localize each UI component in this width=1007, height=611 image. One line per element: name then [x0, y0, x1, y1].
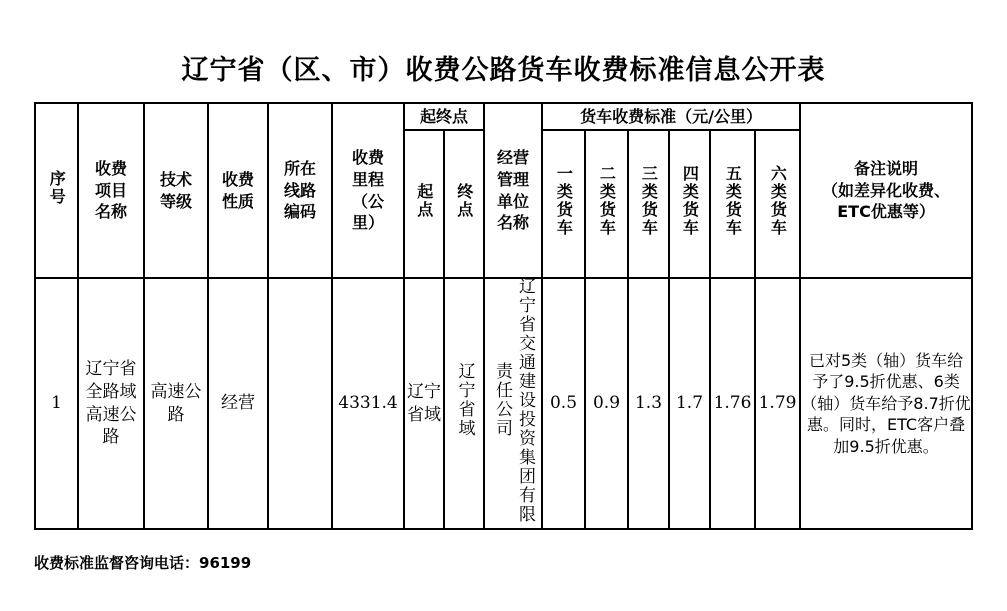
cell-project-name: 辽宁省全路域高速公路 [78, 278, 144, 529]
cell-seq: 1 [35, 278, 78, 529]
header-class-6: 六类货车 [755, 130, 800, 278]
header-end: 终点 [444, 130, 484, 278]
header-class-2: 二类货车 [585, 130, 628, 278]
cell-class-1: 0.5 [542, 278, 585, 529]
header-tech-grade: 技术等级 [144, 103, 208, 278]
header-operator: 经营管理单位名称 [484, 103, 542, 278]
cell-route-code [268, 278, 332, 529]
header-truck-standard: 货车收费标准（元/公里） [542, 103, 800, 130]
toll-standard-table [34, 102, 973, 530]
cell-class-2: 0.9 [585, 278, 628, 529]
header-project-name: 收费项目名称 [78, 103, 144, 278]
cell-start: 辽宁省域 [404, 278, 444, 529]
cell-remarks: 已对5类（轴）货车给予了9.5折优惠、6类（轴）货车给予8.7折优惠。同时，ETC客户叠加9.5折优惠。 [800, 278, 972, 529]
page-title: 辽宁省（区、市）收费公路货车收费标准信息公开表 [181, 55, 826, 86]
hotline-footer: 收费标准监督咨询电话：96199 [34, 554, 252, 572]
cell-class-4: 1.7 [669, 278, 710, 529]
header-mileage: 收费里程（公里） [332, 103, 404, 278]
header-remarks: 备注说明 （如差异化收费、 ETC优惠等） [800, 103, 972, 278]
header-class-1: 一类货车 [542, 130, 585, 278]
header-endpoints: 起终点 [404, 103, 484, 130]
cell-fee-nature: 经营 [208, 278, 268, 529]
header-fee-nature: 收费性质 [208, 103, 268, 278]
cell-class-5: 1.76 [710, 278, 755, 529]
cell-class-3: 1.3 [628, 278, 669, 529]
header-class-4: 四类货车 [669, 130, 710, 278]
cell-end: 辽宁省域 [444, 278, 484, 529]
cell-class-6: 1.79 [755, 278, 800, 529]
cell-mileage: 4331.4 [332, 278, 404, 529]
cell-operator: 辽宁省交通建设投资集团有限责任公司 [484, 278, 542, 529]
header-class-3: 三类货车 [628, 130, 669, 278]
header-route-code: 所在线路编码 [268, 103, 332, 278]
header-class-5: 五类货车 [710, 130, 755, 278]
cell-tech-grade: 高速公路 [144, 278, 208, 529]
table-row [35, 278, 972, 529]
header-start: 起点 [404, 130, 444, 278]
header-seq: 序号 [35, 103, 78, 278]
